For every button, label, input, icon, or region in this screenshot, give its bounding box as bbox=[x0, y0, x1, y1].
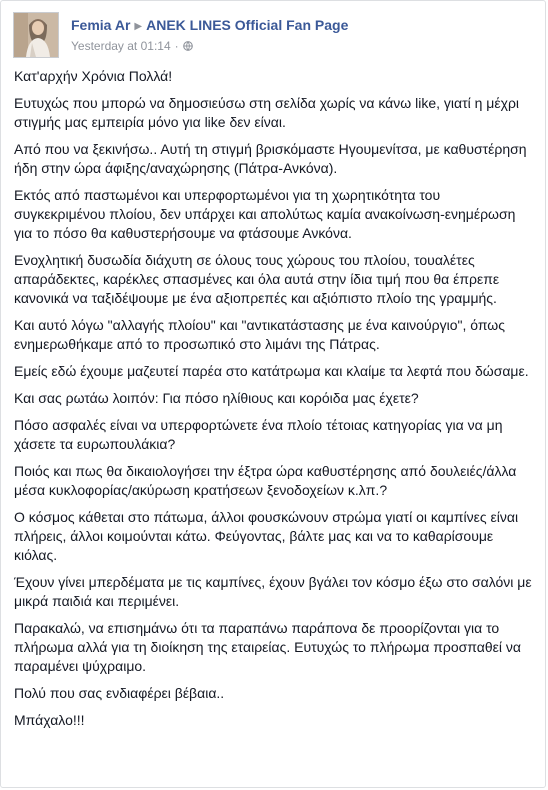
post-paragraph: Πόσο ασφαλές είναι να υπερφορτώνετε ένα πλοίο τέτοιας κατηγορίας για να μη χάσετε τα ευρωπουλάκια? bbox=[14, 417, 503, 452]
post-paragraph: Και σας ρωτάω λοιπόν: Για πόσο ηλίθιους και κορόιδα μας έχετε? bbox=[14, 390, 419, 406]
avatar[interactable] bbox=[13, 12, 59, 58]
meta-separator: · bbox=[174, 39, 179, 53]
post-body bbox=[14, 67, 535, 738]
post-paragraph: Και αυτό λόγω "αλλαγής πλοίου" και "αντικατάστασης με ένα καινούργιο", όπως ενημερωθήκαμε από το προσωπικό στο λιμάνι της Πάτρας. bbox=[14, 317, 505, 352]
post-paragraph: Ποιός και πως θα δικαιολογήσει την έξτρα ώρα καθυστέρησης από δουλειές/άλλα μέσα κυκλοφορίας/ακύρωση κρατήσεων ξενοδοχείων κ.λπ.? bbox=[14, 463, 517, 498]
post-meta bbox=[71, 38, 193, 54]
shared-to-arrow-icon: ▶ bbox=[134, 21, 143, 32]
post-paragraph: Ευτυχώς που μπορώ να δημοσιεύσω στη σελίδα χωρίς να κάνω like, γιατί η μέχρι στιγμής μας εμπειρία μόνο για like δεν είναι. bbox=[14, 95, 520, 130]
post-paragraph: Εμείς εδώ έχουμε μαζευτεί παρέα στο κατάτρωμα και κλαίμε τα λεφτά που δώσαμε. bbox=[14, 363, 529, 379]
page-link[interactable]: ANEK LINES Official Fan Page bbox=[146, 17, 349, 33]
post-paragraph: Ο κόσμος κάθεται στο πάτωμα, άλλοι φουσκώνουν στρώμα γιατί οι καμπίνες είναι πλήρεις, άλλοι κοιμούνται κάτω. Φεύγοντας, βάλτε μας και να το καθαρίσουμε κιόλας. bbox=[14, 509, 519, 563]
post-paragraph: Έχουν γίνει μπερδέματα με τις καμπίνες, έχουν βγάλει τον κόσμο έξω στο σαλόνι με μικρά παιδιά και περιμένει. bbox=[14, 574, 532, 609]
post-paragraph: Πολύ που σας ενδιαφέρει βέβαια.. bbox=[14, 685, 225, 701]
post-paragraph: Εκτός από παστωμένοι και υπερφορτωμένοι για τη χωρητικότητα του συγκεκριμένου πλοίου, δεν υπάρχει και απολύτως καμία ανακοίνωση-ενημέρωση για το πόσο θα καθυστερήσουμε να φτάσουμε Ανκόνα. bbox=[14, 187, 516, 241]
post-paragraph: Παρακαλώ, να επισημάνω ότι τα παραπάνω παράπονα δε προορίζονται για το πλήρωμα αλλά για τη διοίκηση της εταιρείας. Ευτυχώς το πλήρωμα προσπαθεί να παραμένει ψύχραιμο. bbox=[14, 620, 521, 674]
post-paragraph: Κατ'αρχήν Χρόνια Πολλά! bbox=[14, 68, 173, 84]
post-paragraph: Μπάχαλο!!! bbox=[14, 712, 85, 728]
post-paragraph: Ενοχλητική δυσωδία διάχυτη σε όλους τους χώρους του πλοίου, τουαλέτες απαράδεκτες, καρέκλες σπασμένες και όλα αυτά στην ίδια τιμή που θα έπρεπε κανονικά να ταξιδέψουμε με ένα αξιοπρεπές και αξιόπιστο πλοίο της γραμμής. bbox=[14, 252, 500, 306]
post-header bbox=[13, 12, 533, 60]
post-title bbox=[71, 16, 533, 37]
post-paragraph: Από που να ξεκινήσω.. Αυτή τη στιγμή βρισκόμαστε Ηγουμενίτσα, με καθυστέρηση ήδη στην ώρα άφιξης/αναχώρησης (Πάτρα-Ανκόνα). bbox=[14, 141, 527, 176]
globe-icon[interactable] bbox=[183, 39, 193, 53]
profile-photo bbox=[14, 13, 58, 57]
timestamp-link[interactable]: Yesterday at 01:14 bbox=[71, 39, 171, 53]
author-link[interactable]: Femia Ar bbox=[71, 17, 131, 33]
